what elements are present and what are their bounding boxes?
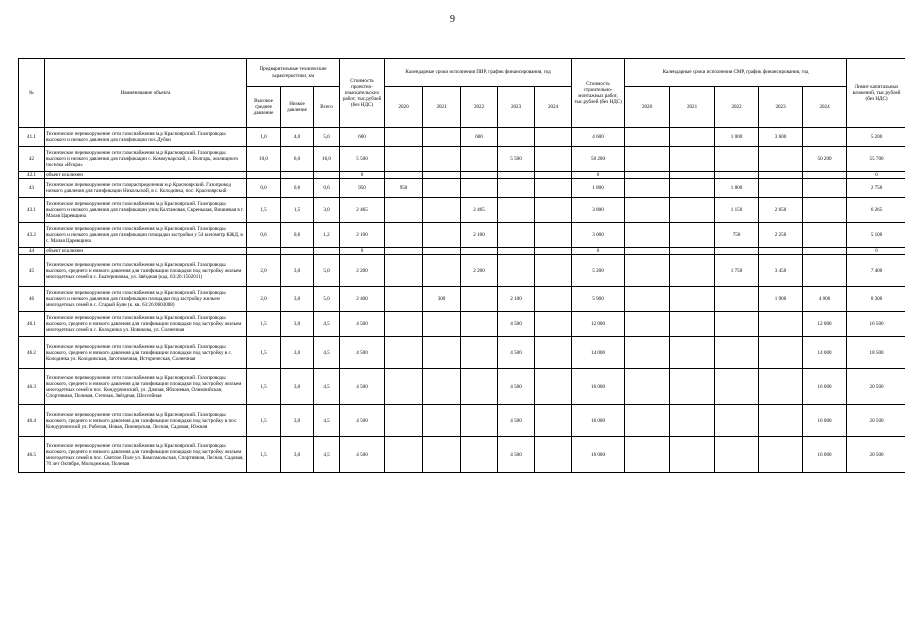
- row-smr-2021: [670, 198, 715, 223]
- row-pir-2020: [385, 172, 423, 179]
- row-smr-2024: 50 200: [803, 147, 847, 172]
- row-limit: 6 265: [847, 198, 905, 223]
- header-limit: Лимит капитальных вложений, тыс.рублей (без НДС): [847, 59, 905, 128]
- row-smr-2020: [625, 248, 670, 255]
- row-total: 16,0: [314, 147, 340, 172]
- row-name: объект исключен: [45, 172, 247, 179]
- row-smr-2021: [670, 337, 715, 369]
- row-pir-2024: [535, 287, 572, 312]
- row-pir-2022: 2 200: [461, 255, 498, 287]
- row-smr-cost: 16 000: [572, 437, 625, 473]
- header-high: Высокое среднее давление: [247, 87, 281, 128]
- row-smr-cost: 16 000: [572, 405, 625, 437]
- row-total: 0,6: [314, 179, 340, 198]
- header-smr-schedule: Календарные сроки исполнения СМР, график финансирования, год: [625, 59, 847, 87]
- row-limit: 8 300: [847, 287, 905, 312]
- header-smr-cost: Стоимость строительно-монтажных работ, тыс.рублей (без НДС): [572, 59, 625, 128]
- row-smr-2022: 750: [715, 223, 759, 248]
- row-pir-2022: [461, 405, 498, 437]
- header-smr-year: 2022: [715, 87, 759, 128]
- row-pir-2020: 950: [385, 179, 423, 198]
- row-smr-2022: 1 150: [715, 198, 759, 223]
- row-pir-2024: [535, 312, 572, 337]
- row-limit: 18 500: [847, 337, 905, 369]
- header-smr-year: 2023: [759, 87, 803, 128]
- investment-table: [18, 58, 905, 473]
- row-smr-2024: [803, 248, 847, 255]
- row-smr-2024: [803, 179, 847, 198]
- row-pir-2021: [423, 128, 461, 147]
- row-smr-2020: [625, 172, 670, 179]
- row-smr-2023: 2 250: [759, 223, 803, 248]
- row-pir-2023: 4 500: [498, 405, 535, 437]
- row-num: 41.1: [19, 128, 45, 147]
- table-row: [19, 147, 905, 172]
- row-pir-2020: [385, 255, 423, 287]
- row-pir-cost: 600: [340, 128, 385, 147]
- row-smr-2023: [759, 405, 803, 437]
- table-row: [19, 198, 905, 223]
- row-pir-cost: 2 465: [340, 198, 385, 223]
- row-total: 4,5: [314, 437, 340, 473]
- row-smr-2022: [715, 437, 759, 473]
- row-smr-2023: 3 600: [759, 128, 803, 147]
- table-row: [19, 405, 905, 437]
- row-num: 46: [19, 287, 45, 312]
- row-pir-2022: 2 100: [461, 223, 498, 248]
- row-high: 2,0: [247, 255, 281, 287]
- row-total: 4,5: [314, 312, 340, 337]
- row-pir-2023: 4 500: [498, 437, 535, 473]
- row-pir-2023: [498, 223, 535, 248]
- row-num: 42.1: [19, 172, 45, 179]
- row-name: Техническое перевооружение сети газоснабжения м.р Красноярский. Газопроводы высокого, среднего и низкого давления для газификации площадки под застройку жильем многодетных семей в пос. Кондурчинский, ул. Дачная, Яблоневая, Олимпийская, Спортивная, Полевая, Степная, Звёздная, Шоссейная: [45, 369, 247, 405]
- row-total: [314, 172, 340, 179]
- row-high: 10,0: [247, 147, 281, 172]
- row-pir-2020: [385, 287, 423, 312]
- table-row: [19, 287, 905, 312]
- row-pir-2020: [385, 337, 423, 369]
- row-num: 43.1: [19, 198, 45, 223]
- row-high: 1,5: [247, 405, 281, 437]
- row-smr-2020: [625, 337, 670, 369]
- header-pir-year: 2024: [535, 87, 572, 128]
- row-smr-2024: [803, 172, 847, 179]
- row-low: 1,5: [281, 198, 314, 223]
- row-name: Техническое перевооружение сети газоснабжения м.р Красноярский. Газопроводы высокого и низкого давления для газификации с. Коммунарский, с. Волгарь, жилищного поселка «Искра»: [45, 147, 247, 172]
- row-pir-2023: 5 500: [498, 147, 535, 172]
- row-pir-2022: [461, 369, 498, 405]
- row-pir-2024: [535, 147, 572, 172]
- row-high: 1,0: [247, 128, 281, 147]
- row-smr-2023: 1 900: [759, 287, 803, 312]
- row-pir-2023: 4 500: [498, 369, 535, 405]
- row-high: 1,5: [247, 198, 281, 223]
- row-smr-2020: [625, 437, 670, 473]
- row-pir-2023: [498, 255, 535, 287]
- row-pir-2023: [498, 172, 535, 179]
- row-num: 43: [19, 179, 45, 198]
- row-pir-2020: [385, 128, 423, 147]
- row-limit: 5 200: [847, 128, 905, 147]
- row-smr-2021: [670, 128, 715, 147]
- row-low: 4,0: [281, 128, 314, 147]
- row-pir-2024: [535, 223, 572, 248]
- row-smr-2021: [670, 255, 715, 287]
- row-pir-2022: [461, 248, 498, 255]
- row-total: [314, 248, 340, 255]
- row-smr-2024: 16 000: [803, 437, 847, 473]
- row-pir-2020: [385, 405, 423, 437]
- row-pir-2021: 300: [423, 287, 461, 312]
- row-smr-2020: [625, 128, 670, 147]
- header-smr-year: 2024: [803, 87, 847, 128]
- row-smr-2024: [803, 223, 847, 248]
- row-low: 0,6: [281, 223, 314, 248]
- row-smr-2020: [625, 369, 670, 405]
- row-name: Техническое перевооружение сети газоснабжения м.р Красноярский. Газопроводы высокого, среднего и низкого давления для газификации площадки под застройку в с. Колодинка ул. Колодинская, Заготовочная, Историческая, Солнечная: [45, 337, 247, 369]
- row-pir-cost: 4 500: [340, 369, 385, 405]
- row-low: 3,0: [281, 312, 314, 337]
- row-smr-2023: [759, 337, 803, 369]
- row-name: Техническое перевооружение сети газоснабжения м.р Красноярский. Газопроводы высокого, среднего и низкого давления для газификации площадки под застройку жильем многодетных семей в пос. Светлое Поле ул. Комсомольская, Спортивная, Лесная, Садовая, 70 лет Октября, Молодежная, Полевая: [45, 437, 247, 473]
- row-pir-2022: [461, 337, 498, 369]
- row-smr-2022: 1 750: [715, 255, 759, 287]
- row-pir-2023: 2 100: [498, 287, 535, 312]
- row-total: 5,0: [314, 287, 340, 312]
- header-smr-year: 2021: [670, 87, 715, 128]
- row-smr-2020: [625, 179, 670, 198]
- row-smr-2022: [715, 287, 759, 312]
- row-high: 1,5: [247, 369, 281, 405]
- row-pir-2024: [535, 437, 572, 473]
- row-pir-cost: 950: [340, 179, 385, 198]
- table-row: [19, 312, 905, 337]
- row-low: [281, 248, 314, 255]
- row-pir-2024: [535, 128, 572, 147]
- row-smr-2022: [715, 147, 759, 172]
- row-smr-2024: [803, 128, 847, 147]
- row-total: 4,5: [314, 405, 340, 437]
- table-row: [19, 369, 905, 405]
- row-smr-2020: [625, 198, 670, 223]
- row-low: 3,0: [281, 287, 314, 312]
- row-smr-cost: 0: [572, 172, 625, 179]
- row-smr-cost: 14 000: [572, 337, 625, 369]
- row-pir-2024: [535, 172, 572, 179]
- row-name: Техническое перевооружение сети газораспределения м.р Красноярский. Газопровод низкого давления для газификации Никольской, в с. Колодинка, пос. Красноярский: [45, 179, 247, 198]
- row-smr-2020: [625, 255, 670, 287]
- row-name: Техническое перевооружение сети газоснабжения м.р Красноярский. Газопроводы высокого и низкого давления для газификации площадки под застройку жильем многодетных семей в с. Старый Буян (к. кв. 63:26:0603008): [45, 287, 247, 312]
- row-pir-2021: [423, 223, 461, 248]
- table-row: [19, 437, 905, 473]
- row-high: [247, 172, 281, 179]
- row-smr-cost: 12 000: [572, 312, 625, 337]
- row-smr-2023: [759, 172, 803, 179]
- row-high: 1,5: [247, 337, 281, 369]
- header-pir-schedule: Календарные сроки исполнения ПИР, график финансирования, год: [385, 59, 572, 87]
- row-smr-2024: [803, 255, 847, 287]
- header-pir-year: 2020: [385, 87, 423, 128]
- table-row: [19, 172, 905, 179]
- row-smr-2022: [715, 248, 759, 255]
- row-num: 42: [19, 147, 45, 172]
- row-pir-cost: 5 500: [340, 147, 385, 172]
- row-pir-2020: [385, 369, 423, 405]
- row-limit: 20 500: [847, 405, 905, 437]
- row-pir-2024: [535, 248, 572, 255]
- table-row: [19, 255, 905, 287]
- row-pir-2024: [535, 255, 572, 287]
- table-body: [19, 128, 905, 473]
- row-total: 4,5: [314, 369, 340, 405]
- header-name: Наименование объекта: [45, 59, 247, 128]
- row-pir-cost: 0: [340, 248, 385, 255]
- row-smr-2020: [625, 312, 670, 337]
- row-smr-cost: 0: [572, 248, 625, 255]
- row-num: 45: [19, 255, 45, 287]
- row-pir-2022: 2 465: [461, 198, 498, 223]
- row-pir-2022: [461, 179, 498, 198]
- row-smr-cost: 50 200: [572, 147, 625, 172]
- row-pir-2023: [498, 248, 535, 255]
- row-limit: 20 500: [847, 437, 905, 473]
- row-smr-2020: [625, 223, 670, 248]
- row-low: [281, 172, 314, 179]
- row-pir-2023: 4 500: [498, 312, 535, 337]
- row-smr-2022: 1 000: [715, 128, 759, 147]
- row-smr-2021: [670, 405, 715, 437]
- row-smr-cost: 1 800: [572, 179, 625, 198]
- row-num: 46.1: [19, 312, 45, 337]
- row-total: 5,0: [314, 128, 340, 147]
- table-row: [19, 179, 905, 198]
- row-pir-2020: [385, 198, 423, 223]
- header-pir-year: 2021: [423, 87, 461, 128]
- row-smr-2022: [715, 172, 759, 179]
- row-limit: 7 400: [847, 255, 905, 287]
- row-smr-2021: [670, 369, 715, 405]
- row-pir-2024: [535, 337, 572, 369]
- row-smr-2024: 4 000: [803, 287, 847, 312]
- header-smr-year: 2020: [625, 87, 670, 128]
- row-pir-2022: [461, 287, 498, 312]
- row-smr-2023: 2 650: [759, 198, 803, 223]
- row-smr-2021: [670, 223, 715, 248]
- row-smr-2020: [625, 287, 670, 312]
- row-name: Техническое перевооружение сети газоснабжения м.р Красноярский. Газопроводы высокого, среднего и низкого давления для газификации площадки под застройку в пос. Кондурчинский ул. Рабочая, Новая, Пионерская, Лесная, Садовая, Южная: [45, 405, 247, 437]
- row-smr-2020: [625, 147, 670, 172]
- row-num: 46.5: [19, 437, 45, 473]
- row-limit: 2 750: [847, 179, 905, 198]
- row-pir-2022: [461, 312, 498, 337]
- row-num: 46.4: [19, 405, 45, 437]
- row-name: Техническое перевооружение сети газоснабжения м.р Красноярский. Газопроводы высокого и низкого давления для газификации пос.Дубки: [45, 128, 247, 147]
- row-pir-2021: [423, 405, 461, 437]
- row-low: 3,0: [281, 369, 314, 405]
- row-pir-2020: [385, 147, 423, 172]
- row-smr-2021: [670, 172, 715, 179]
- row-pir-2024: [535, 198, 572, 223]
- row-name: Техническое перевооружение сети газоснабжения м.р Красноярский. Газопроводы высокого и низкого давления для газификации улиц Калтановая, Скреньшая, Вишневая в г. Малая Царевщина: [45, 198, 247, 223]
- row-pir-2021: [423, 312, 461, 337]
- header-pir-year: 2023: [498, 87, 535, 128]
- row-limit: 0: [847, 172, 905, 179]
- row-smr-cost: 5 900: [572, 287, 625, 312]
- row-smr-2024: [803, 198, 847, 223]
- row-smr-2021: [670, 147, 715, 172]
- row-high: 0,0: [247, 179, 281, 198]
- row-num: 46.3: [19, 369, 45, 405]
- row-pir-2021: [423, 369, 461, 405]
- row-smr-2020: [625, 405, 670, 437]
- row-high: 1,5: [247, 312, 281, 337]
- row-pir-cost: 4 500: [340, 437, 385, 473]
- row-low: 3,0: [281, 405, 314, 437]
- row-pir-2021: [423, 147, 461, 172]
- row-low: 3,0: [281, 255, 314, 287]
- row-smr-2024: 14 000: [803, 337, 847, 369]
- row-smr-2023: [759, 248, 803, 255]
- header-pir-year: 2022: [461, 87, 498, 128]
- row-pir-2021: [423, 198, 461, 223]
- header-low: Низкое давление: [281, 87, 314, 128]
- row-pir-cost: 2 400: [340, 287, 385, 312]
- row-name: объект исключен: [45, 248, 247, 255]
- row-pir-2020: [385, 312, 423, 337]
- row-pir-2023: 4 500: [498, 337, 535, 369]
- row-smr-2023: [759, 312, 803, 337]
- row-smr-2023: [759, 147, 803, 172]
- header-num: №: [19, 59, 45, 128]
- row-pir-2024: [535, 179, 572, 198]
- row-pir-cost: 2 200: [340, 255, 385, 287]
- row-pir-2021: [423, 255, 461, 287]
- page-number: 9: [450, 14, 455, 25]
- row-smr-2021: [670, 248, 715, 255]
- row-pir-2023: [498, 179, 535, 198]
- row-total: 1,2: [314, 223, 340, 248]
- row-smr-2021: [670, 179, 715, 198]
- row-smr-2023: [759, 437, 803, 473]
- row-limit: 55 700: [847, 147, 905, 172]
- row-pir-cost: 4 500: [340, 337, 385, 369]
- row-pir-2022: [461, 147, 498, 172]
- row-total: 5,0: [314, 255, 340, 287]
- row-pir-2022: [461, 172, 498, 179]
- row-name: Техническое перевооружение сети газоснабжения м.р Красноярский. Газопроводы высокого, среднего и низкого давления для газификации площадки под застройку жильем многодетных семей в с. Екатериновка, ул. Звёздная (кад. 63:26:1502011): [45, 255, 247, 287]
- row-pir-2023: [498, 128, 535, 147]
- row-pir-2024: [535, 369, 572, 405]
- row-smr-2023: [759, 369, 803, 405]
- row-smr-2022: [715, 369, 759, 405]
- row-smr-2022: [715, 312, 759, 337]
- row-pir-2021: [423, 179, 461, 198]
- row-name: Техническое перевооружение сети газоснабжения м.р Красноярский. Газопроводы высокого и низкого давления для газификации площадки застройки у 54 километр КЖД, в с. Малая Царевщина: [45, 223, 247, 248]
- row-num: 44: [19, 248, 45, 255]
- row-limit: 16 500: [847, 312, 905, 337]
- row-low: 0,6: [281, 179, 314, 198]
- row-high: 2,0: [247, 287, 281, 312]
- row-low: 3,0: [281, 337, 314, 369]
- row-smr-2023: 3 450: [759, 255, 803, 287]
- row-low: 6,0: [281, 147, 314, 172]
- row-limit: 20 500: [847, 369, 905, 405]
- row-smr-2022: 1 800: [715, 179, 759, 198]
- row-pir-cost: 4 500: [340, 312, 385, 337]
- table-row: [19, 248, 905, 255]
- row-low: 3,0: [281, 437, 314, 473]
- row-pir-2021: [423, 172, 461, 179]
- row-pir-2024: [535, 405, 572, 437]
- row-high: 1,5: [247, 437, 281, 473]
- row-limit: 0: [847, 248, 905, 255]
- row-pir-cost: 2 100: [340, 223, 385, 248]
- header-total: Всего: [314, 87, 340, 128]
- row-pir-2021: [423, 248, 461, 255]
- table-row: [19, 337, 905, 369]
- row-smr-cost: 5 200: [572, 255, 625, 287]
- row-smr-2024: 16 000: [803, 405, 847, 437]
- row-num: 46.2: [19, 337, 45, 369]
- row-smr-2022: [715, 337, 759, 369]
- row-pir-2021: [423, 437, 461, 473]
- row-pir-2022: 600: [461, 128, 498, 147]
- row-smr-2022: [715, 405, 759, 437]
- row-smr-2021: [670, 312, 715, 337]
- row-pir-2020: [385, 223, 423, 248]
- row-pir-2020: [385, 248, 423, 255]
- row-smr-cost: 4 600: [572, 128, 625, 147]
- row-smr-2024: 12 000: [803, 312, 847, 337]
- table-row: [19, 223, 905, 248]
- row-num: 43.2: [19, 223, 45, 248]
- row-smr-2023: [759, 179, 803, 198]
- row-pir-2023: [498, 198, 535, 223]
- row-total: 4,5: [314, 337, 340, 369]
- row-limit: 5 100: [847, 223, 905, 248]
- row-smr-cost: 16 000: [572, 369, 625, 405]
- row-pir-2022: [461, 437, 498, 473]
- row-pir-cost: 0: [340, 172, 385, 179]
- row-smr-2021: [670, 437, 715, 473]
- row-high: [247, 248, 281, 255]
- row-pir-2020: [385, 437, 423, 473]
- row-smr-cost: 3 000: [572, 223, 625, 248]
- row-pir-cost: 4 500: [340, 405, 385, 437]
- header-tech: Предварительные технические характеристики, км: [247, 59, 340, 87]
- row-smr-2021: [670, 287, 715, 312]
- row-high: 0,6: [247, 223, 281, 248]
- row-name: Техническое перевооружение сети газоснабжения м.р Красноярский. Газопроводы высокого, среднего и низкого давления для газификации площадки под застройку жильем многодетных семей в с. Колодинка ул. Новикова, ул. Солнечная: [45, 312, 247, 337]
- header-pir-cost: Стоимость проектно-изыскательских работ, тыс.рублей (без НДС): [340, 59, 385, 128]
- row-smr-2024: 16 000: [803, 369, 847, 405]
- row-total: 3,0: [314, 198, 340, 223]
- row-smr-cost: 3 800: [572, 198, 625, 223]
- table-row: [19, 128, 905, 147]
- row-pir-2021: [423, 337, 461, 369]
